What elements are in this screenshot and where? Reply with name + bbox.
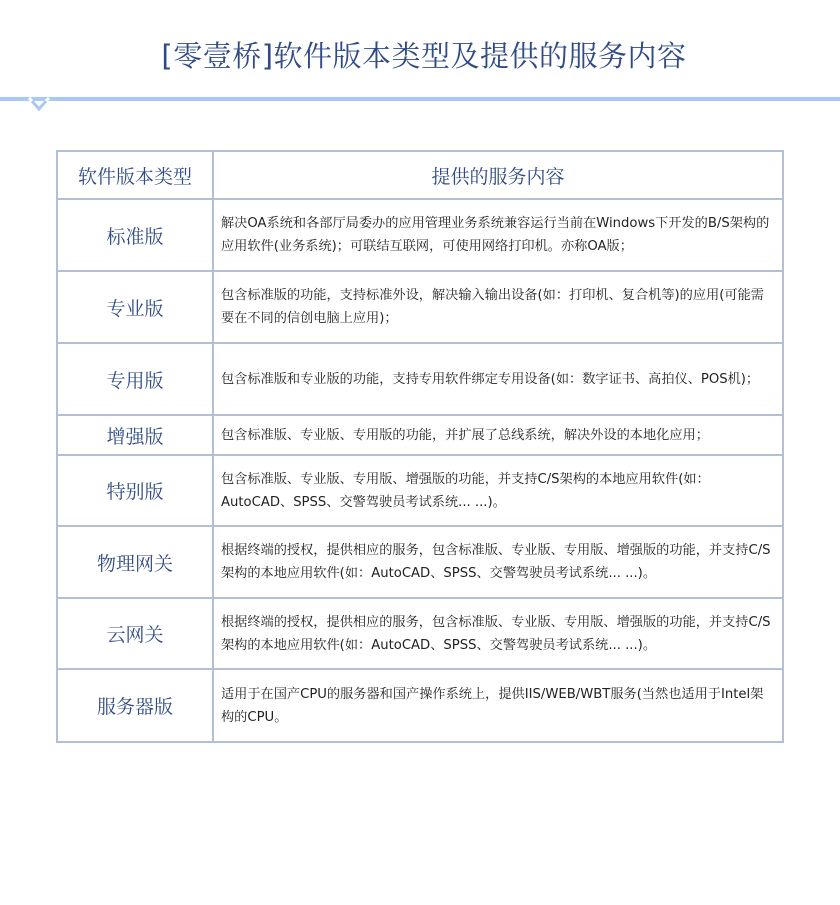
table-row — [57, 199, 783, 271]
table-row — [57, 415, 783, 455]
table-row — [57, 598, 783, 669]
title-divider — [0, 97, 840, 101]
table-row — [57, 343, 783, 415]
table-row — [57, 669, 783, 742]
table-row — [57, 271, 783, 343]
table-row — [57, 455, 783, 526]
version-type-cell: 专用版 — [57, 343, 213, 415]
version-type-cell: 专业版 — [57, 271, 213, 343]
version-table — [56, 150, 784, 743]
version-type-cell: 服务器版 — [57, 669, 213, 742]
version-type-cell: 增强版 — [57, 415, 213, 455]
service-description-cell: 包含标准版、专业版、专用版的功能，并扩展了总线系统，解决外设的本地化应用； — [213, 415, 783, 455]
service-description-cell: 适用于在国产CPU的服务器和国产操作系统上，提供IIS/WEB/WBT服务(当然也适用于Intel架构的CPU。 — [213, 669, 783, 742]
chevron-down-icon — [28, 97, 50, 111]
version-type-cell: 云网关 — [57, 598, 213, 669]
service-description-cell: 包含标准版和专业版的功能，支持专用软件绑定专用设备(如：数字证书、高拍仪、POS机)； — [213, 343, 783, 415]
service-description-cell: 包含标准版、专业版、专用版、增强版的功能，并支持C/S架构的本地应用软件(如：AutoCAD、SPSS、交警驾驶员考试系统... ...)。 — [213, 455, 783, 526]
page-title: [零壹桥]软件版本类型及提供的服务内容 — [161, 39, 687, 73]
header-service-content: 提供的服务内容 — [213, 151, 783, 199]
version-type-cell: 特别版 — [57, 455, 213, 526]
version-type-cell: 物理网关 — [57, 526, 213, 598]
table-row — [57, 526, 783, 598]
version-type-cell: 标准版 — [57, 199, 213, 271]
service-description-cell: 包含标准版的功能，支持标准外设，解决输入输出设备(如：打印机、复合机等)的应用(可能需要在不同的信创电脑上应用)； — [213, 271, 783, 343]
service-description-cell: 根据终端的授权，提供相应的服务，包含标准版、专业版、专用版、增强版的功能，并支持C/S架构的本地应用软件(如：AutoCAD、SPSS、交警驾驶员考试系统... ...)。 — [213, 598, 783, 669]
header-version-type: 软件版本类型 — [57, 151, 213, 199]
service-description-cell: 根据终端的授权，提供相应的服务，包含标准版、专业版、专用版、增强版的功能，并支持C/S架构的本地应用软件(如：AutoCAD、SPSS、交警驾驶员考试系统... ...)。 — [213, 526, 783, 598]
service-description-cell: 解决OA系统和各部厅局委办的应用管理业务系统兼容运行当前在Windows下开发的B/S架构的应用软件(业务系统)；可联结互联网，可使用网络打印机。亦称OA版； — [213, 199, 783, 271]
table-header-row — [57, 151, 783, 199]
